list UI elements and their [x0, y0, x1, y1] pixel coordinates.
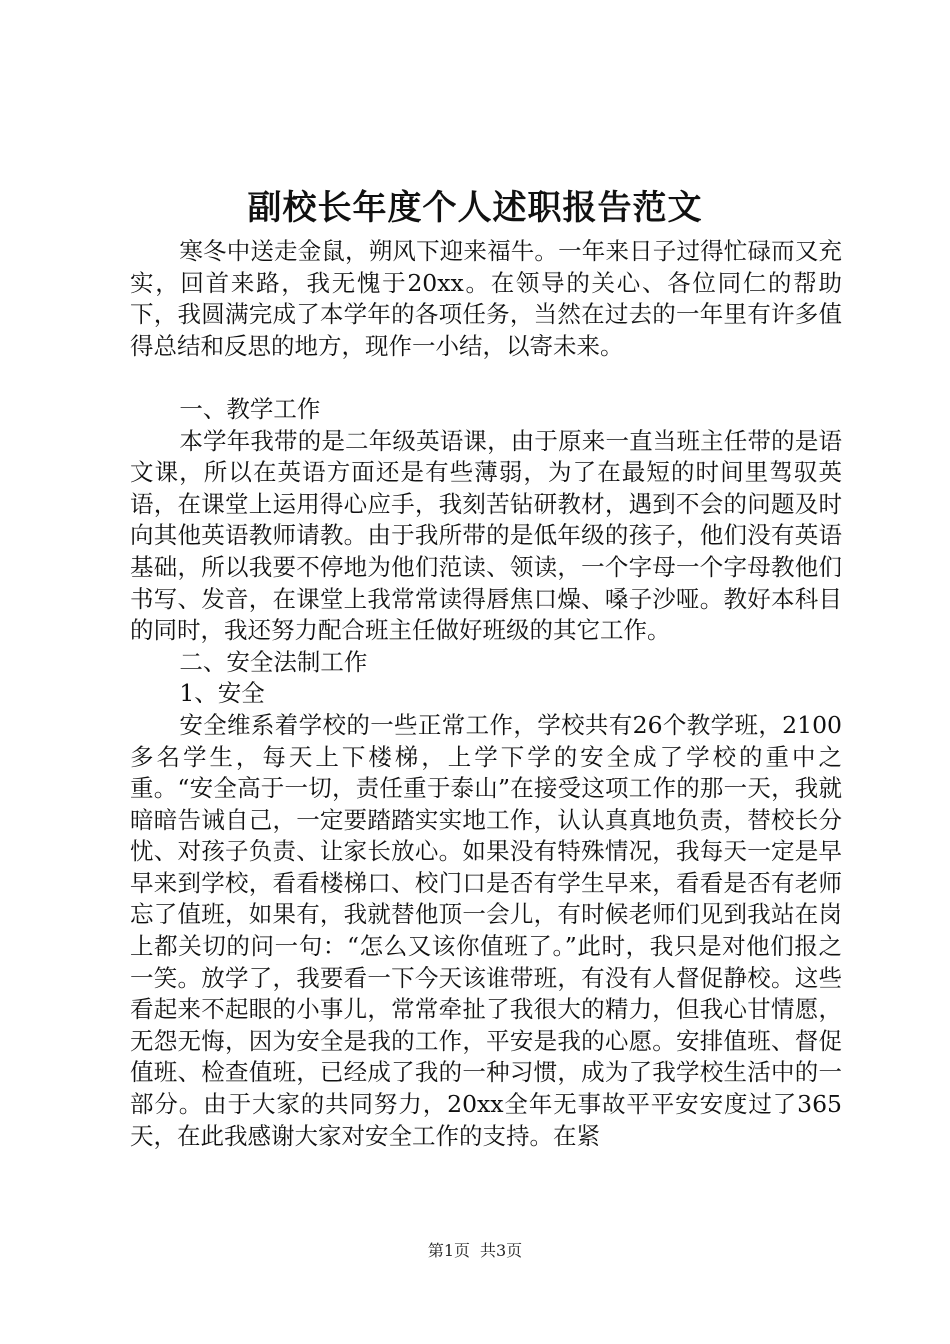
document-body: [130, 236, 842, 1152]
intro-paragraph: 寒冬中送走金鼠，朔风下迎来福牛。一年来日子过得忙碌而又充实，回首来路，我无愧于20xx。在领导的关心、各位同仁的帮助下，我圆满完成了本学年的各项任务，当然在过去的一年里有许多值得总结和反思的地方，现作一小结，以寄未来。: [130, 237, 842, 360]
section-heading-safety-law: 二、安全法制工作: [179, 647, 368, 676]
subsection-heading-safety: 1、安全: [179, 679, 265, 708]
document-title: 副校长年度个人述职报告范文: [247, 188, 703, 228]
safety-paragraph: 安全维系着学校的一些正常工作，学校共有26个教学班，2100多名学生，每天上下楼梯，上学下学的安全成了学校的重中之重。“安全高于一切，责任重于泰山”在接受这项工作的那一天，我就暗暗告诫自己，一定要踏踏实实地工作，认认真真地负责，替校长分忧、对孩子负责、让家长放心。如果没有特殊情况，我每天一定是早早来到学校，看看楼梯口、校门口是否有学生早来，看看是否有老师忘了值班，如果有，我就替他顶一会儿，有时候老师们见到我站在岗上都关切的问一句：“怎么又该你值班了。”此时，我只是对他们报之一笑。放学了，我要看一下今天该谁带班，有没有人督促静校。这些看起来不起眼的小事儿，常常牵扯了我很大的精力，但我心甘情愿，无怨无悔，因为安全是我的工作，平安是我的心愿。安排值班、督促值班、检查值班，已经成了我的一种习惯，成为了我学校生活中的一部分。由于大家的共同努力，20xx全年无事故平平安安度过了365天，在此我感谢大家对安全工作的支持。在紧: [130, 710, 842, 1150]
section-heading-teaching: 一、教学工作: [179, 394, 321, 423]
page-number: 第1页: [427, 1241, 470, 1260]
page-total: 共3页: [480, 1241, 523, 1260]
page-footer: [0, 1240, 950, 1262]
teaching-paragraph: 本学年我带的是二年级英语课，由于原来一直当班主任带的是语文课，所以在英语方面还是有些薄弱，为了在最短的时间里驾驭英语，在课堂上运用得心应手，我刻苦钻研教材，遇到不会的问题及时向其他英语教师请教。由于我所带的是低年级的孩子，他们没有英语基础，所以我要不停地为他们范读、领读，一个字母一个字母教他们书写、发音，在课堂上我常常读得唇焦口燥、嗓子沙哑。教好本科目的同时，我还努力配合班主任做好班级的其它工作。: [130, 426, 842, 645]
